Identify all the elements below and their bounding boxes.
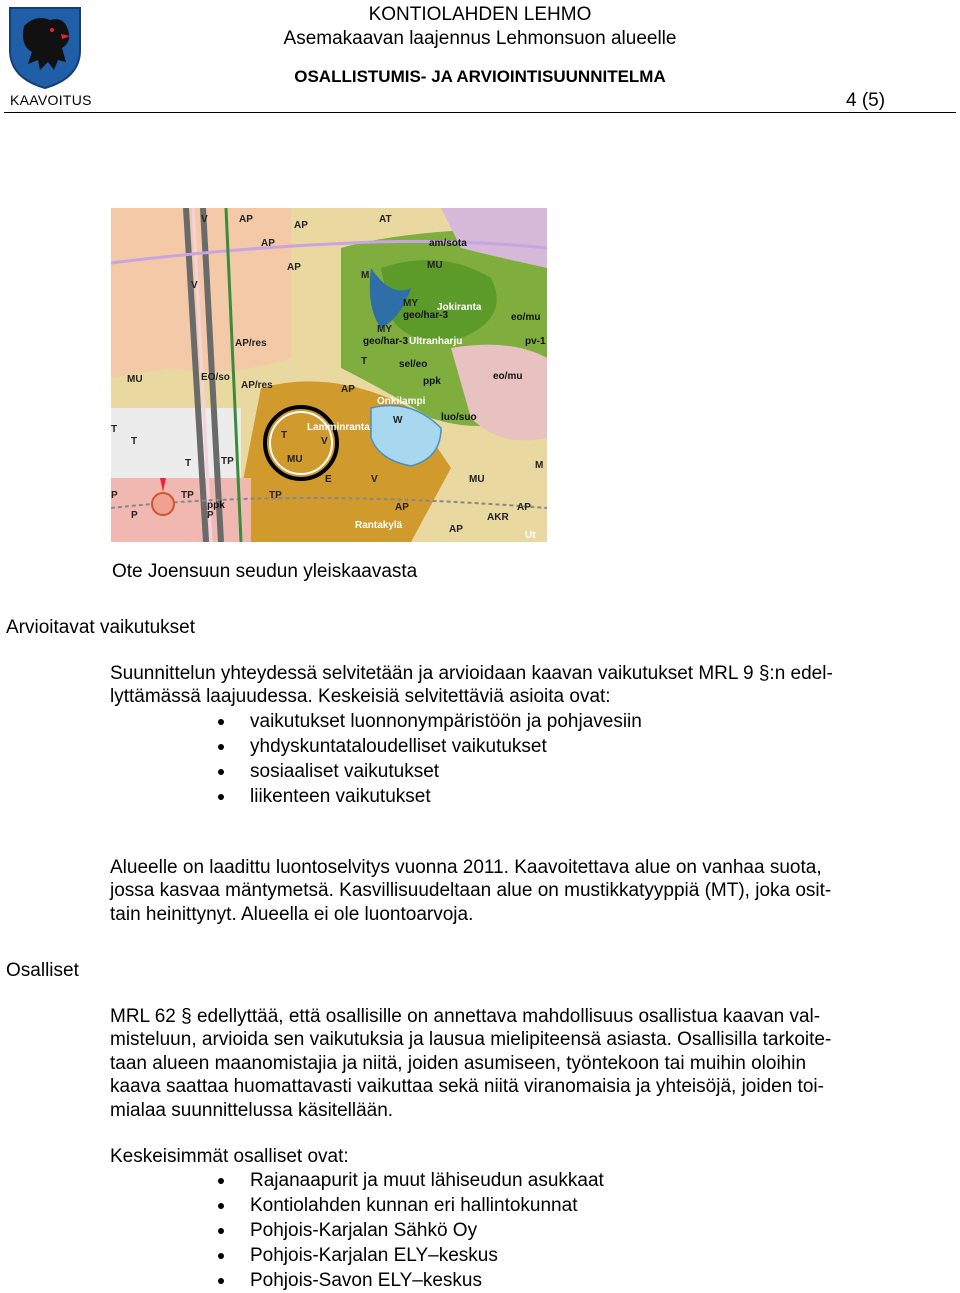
svg-text:AP/res: AP/res — [241, 380, 273, 391]
svg-text:AP: AP — [261, 238, 275, 249]
svg-text:MU: MU — [127, 374, 143, 385]
svg-text:geo/har-3: geo/har-3 — [363, 336, 409, 347]
svg-text:TP: TP — [181, 490, 194, 501]
document-type-title: OSALLISTUMIS- JA ARVIOINTISUUNNITELMA — [294, 67, 666, 86]
svg-text:geo/har-3: geo/har-3 — [403, 310, 449, 321]
impacts-intro-line: Suunnittelun yhteydessä selvitetään ja arvioidaan kaavan vaikutukset MRL 9 §:n edel- — [110, 663, 833, 684]
document-subject: Asemakaavan laajennus Lehmonsuon alueelle — [283, 28, 677, 49]
stakeholders-bullet-list — [110, 1168, 604, 1293]
document-municipality: KONTIOLAHDEN LEHMO — [368, 4, 592, 25]
svg-text:P: P — [111, 490, 118, 501]
map-caption: Ote Joensuun seudun yleiskaavasta — [112, 561, 418, 582]
svg-text:sel/eo: sel/eo — [399, 359, 428, 370]
impacts-intro — [110, 662, 901, 709]
svg-text:AP: AP — [287, 262, 301, 273]
svg-text:T: T — [281, 430, 288, 441]
svg-text:ppk: ppk — [207, 500, 225, 511]
svg-text:AP/res: AP/res — [235, 338, 267, 349]
paragraph-line: taan alueen maanomistajia ja niitä, joiden asumiseen, työntekoon tai muihin oloihin — [110, 1052, 807, 1074]
svg-text:P: P — [207, 510, 214, 521]
svg-text:AT: AT — [379, 214, 392, 225]
svg-text:AP: AP — [395, 502, 409, 513]
svg-text:V: V — [201, 214, 208, 225]
list-item: Pohjois-Savon ELY–keskus — [110, 1268, 604, 1293]
paragraph-line: kaava saattaa huomattavasti vaikuttaa sekä niitä viranomaisia ja yhteisöjä, joiden toi- — [110, 1076, 824, 1098]
page-header — [0, 0, 960, 116]
svg-text:T: T — [111, 424, 118, 435]
svg-text:luo/suo: luo/suo — [441, 412, 477, 423]
paragraph-line: tain heinittynyt. Alueella ei ole luontoarvoja. — [110, 903, 474, 925]
list-item: vaikutukset luonnonympäristöön ja pohjavesiin — [110, 709, 642, 734]
paragraph-line: Alueelle on laadittu luontoselvitys vuonna 2011. Kaavoitettava alue on vanhaa suota, — [110, 857, 822, 878]
svg-text:ppk: ppk — [423, 376, 441, 387]
svg-text:AP: AP — [294, 220, 308, 231]
svg-text:M: M — [361, 270, 370, 281]
section-heading-impacts: Arvioitavat vaikutukset — [6, 617, 196, 638]
svg-text:eo/mu: eo/mu — [511, 312, 541, 323]
list-item: liikenteen vaikutukset — [110, 784, 642, 809]
svg-text:EO/so: EO/so — [201, 372, 230, 383]
svg-text:pv-1: pv-1 — [525, 336, 546, 347]
list-item: Pohjois-Karjalan ELY–keskus — [110, 1243, 604, 1268]
svg-text:TP: TP — [221, 456, 234, 467]
svg-text:T: T — [185, 458, 192, 469]
svg-text:MU: MU — [427, 260, 443, 271]
svg-text:V: V — [371, 474, 378, 485]
header-divider — [4, 112, 956, 113]
svg-text:Onkilampi: Onkilampi — [377, 396, 426, 407]
svg-text:V: V — [321, 436, 328, 447]
paragraph-line: mialaa suunnittelussa käsitellään. — [110, 1099, 394, 1121]
svg-text:MU: MU — [287, 454, 303, 465]
svg-text:Ultranharju: Ultranharju — [409, 336, 463, 347]
svg-text:T: T — [131, 436, 138, 447]
svg-text:TP: TP — [269, 490, 282, 501]
svg-text:Lamminranta: Lamminranta — [307, 422, 370, 433]
svg-text:V: V — [191, 280, 198, 291]
svg-text:W: W — [393, 415, 403, 426]
list-item: Rajanaapurit ja muut lähiseudun asukkaat — [110, 1168, 604, 1193]
list-item: yhdyskuntataloudelliset vaikutukset — [110, 734, 642, 759]
svg-text:M: M — [535, 460, 544, 471]
department-label: KAAVOITUS — [10, 92, 92, 108]
svg-text:eo/mu: eo/mu — [493, 371, 523, 382]
list-item: sosiaaliset vaikutukset — [110, 759, 642, 784]
paragraph-line: misteluun, arvioida sen vaikutuksia ja lausua mielipiteensä asiasta. Osallisilla tarkoite- — [110, 1029, 832, 1051]
nature-survey-paragraph — [110, 856, 901, 926]
svg-text:MU: MU — [469, 474, 485, 485]
svg-text:AP: AP — [239, 214, 253, 225]
svg-text:AP: AP — [517, 502, 531, 513]
svg-text:am/sota: am/sota — [429, 238, 467, 249]
section-heading-stakeholders: Osalliset — [6, 960, 79, 981]
svg-text:Ut: Ut — [525, 530, 536, 541]
svg-text:T: T — [361, 356, 368, 367]
svg-text:MY: MY — [403, 298, 418, 309]
master-plan-map-excerpt — [111, 208, 547, 542]
svg-text:Rantakylä: Rantakylä — [355, 520, 403, 531]
paragraph-line: jossa kasvaa mäntymetsä. Kasvillisuudeltaan alue on mustikkatyyppiä (MT), joka osit- — [110, 880, 832, 902]
list-item: Pohjois-Karjalan Sähkö Oy — [110, 1218, 604, 1243]
paragraph-line: MRL 62 § edellyttää, että osallisille on annettava mahdollisuus osallistua kaavan val- — [110, 1006, 821, 1027]
impacts-intro-line: lyttämässä laajuudessa. Keskeisiä selvitettäviä asioita ovat: — [110, 686, 611, 708]
page-number: 4 (5) — [846, 90, 886, 111]
svg-text:AP: AP — [341, 384, 355, 395]
list-item: Kontiolahden kunnan eri hallintokunnat — [110, 1193, 604, 1218]
svg-text:AP: AP — [449, 524, 463, 535]
svg-text:Jokiranta: Jokiranta — [437, 302, 482, 313]
stakeholders-list-intro: Keskeisimmät osalliset ovat: — [110, 1146, 349, 1167]
svg-text:E: E — [325, 474, 332, 485]
stakeholders-paragraph — [110, 1005, 901, 1122]
impacts-bullet-list — [110, 709, 642, 809]
svg-text:P: P — [131, 510, 138, 521]
svg-text:AKR: AKR — [487, 512, 509, 523]
svg-text:MY: MY — [377, 324, 392, 335]
